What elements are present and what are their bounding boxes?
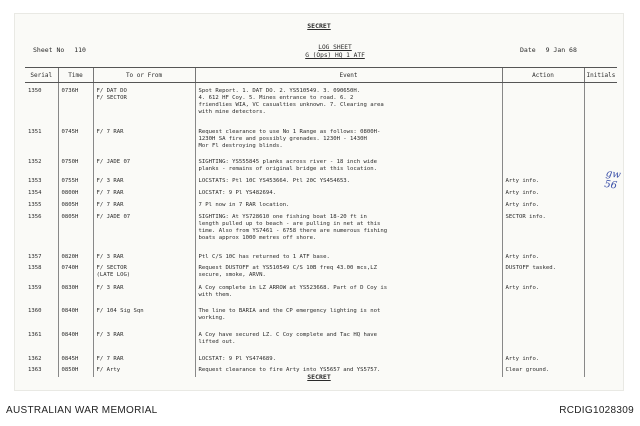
initials-cell [584, 263, 617, 283]
serial-cell: 1360 [28, 307, 42, 314]
initials-cell [584, 124, 617, 154]
action-cell: Clear ground. [502, 365, 584, 377]
serial-cell: 1363 [28, 366, 42, 373]
initials-cell [584, 327, 617, 351]
to-from-cell: F/ 3 RAR [93, 283, 195, 303]
log-entry-row [25, 212, 617, 249]
to-from-cell: F/ 3 RAR [93, 176, 195, 188]
action-cell: Arty info. [502, 176, 584, 188]
column-header-action: Action [502, 68, 584, 83]
log-table [25, 67, 617, 377]
to-from-cell: F/ 7 RAR [93, 200, 195, 212]
initials-cell [584, 200, 617, 212]
action-cell: DUSTOFF tasked. [502, 263, 584, 283]
security-classification-bottom: SECRET [307, 373, 331, 381]
handwritten-initials: gw 56 [603, 168, 622, 192]
initials-cell [584, 249, 617, 263]
security-classification-top: SECRET [307, 22, 331, 30]
time-cell: 0755H [58, 176, 93, 188]
sheet-number-label: Sheet No [33, 46, 65, 54]
event-cell: 7 Pl now in 7 RAR location. [195, 200, 502, 212]
event-cell: LOCSTAT: 9 Pl YS474689. [195, 351, 502, 365]
initials-cell [584, 303, 617, 327]
serial-cell: 1350 [28, 88, 42, 94]
time-cell: 0736H [58, 83, 93, 124]
serial-cell: 1352 [28, 158, 42, 165]
time-cell: 0840H [58, 327, 93, 351]
action-cell: Arty info. [502, 249, 584, 263]
log-entry-row [25, 351, 617, 365]
event-cell: The line to BARIA and the CP emergency lighting is not working. [195, 303, 502, 327]
time-cell: 0750H [58, 154, 93, 176]
to-from-cell: F/ 7 RAR [93, 124, 195, 154]
action-cell: Arty info. [502, 200, 584, 212]
column-header-time: Time [58, 68, 93, 83]
event-cell: Request DUSTOFF at YS510549 C/S 10B freq 43.00 mcs,LZ secure, smoke, ARVN. [195, 263, 502, 283]
log-entry-row [25, 283, 617, 303]
sheet-number [33, 46, 86, 54]
action-cell: Arty info. [502, 188, 584, 200]
event-cell: LOCSTATS: Ptl 10C YS453664. Ptl 20C YS454653. [195, 176, 502, 188]
event-cell: Request clearance to use No 1 Range as follows: 0800H- 1230H SA fire and possibly grenades. 1230H - 1430H Mor Fl destroying blinds. [195, 124, 502, 154]
to-from-cell: F/ JADE 07 [93, 212, 195, 249]
log-sheet-page [15, 14, 623, 390]
serial-cell: 1356 [28, 213, 42, 220]
event-cell: Request clearance to fire Arty into YS5657 and YS5757. [195, 365, 502, 377]
log-table-header [25, 68, 617, 83]
action-cell [502, 83, 584, 124]
log-entry-row [25, 263, 617, 283]
serial-cell: 1359 [28, 284, 42, 291]
event-cell: SIGHTING: At YS728610 one fishing boat 18-20 ft in length pulled up to beach - are pulling in net at this time. Also from YS7461 - 6758 there are numerous fishing boats approx 1000 metres off shore. [195, 212, 502, 249]
action-cell: SECTOR info. [502, 212, 584, 249]
event-cell: Ptl C/S 10C has returned to 1 ATF base. [195, 249, 502, 263]
to-from-cell: F/ Arty [93, 365, 195, 377]
log-entry-row [25, 249, 617, 263]
column-header-to-or-from: To or From [93, 68, 195, 83]
log-entry-row [25, 154, 617, 176]
event-cell: A Coy have secured LZ. C Coy complete and Tac HQ have lifted out. [195, 327, 502, 351]
log-entry-row [25, 200, 617, 212]
to-from-cell: F/ DAT DO F/ SECTOR [93, 83, 195, 124]
time-cell: 0805H [58, 200, 93, 212]
time-cell: 0800H [58, 188, 93, 200]
log-entry-row [25, 124, 617, 154]
log-entry-row [25, 83, 617, 124]
initials-cell [584, 351, 617, 365]
action-cell [502, 327, 584, 351]
record-identifier: RCDIG1028309 [559, 405, 634, 416]
column-header-serial: Serial [25, 68, 58, 83]
event-cell: A Coy complete in LZ ARROW at YS523668. Part of D Coy is with them. [195, 283, 502, 303]
column-header-initials: Initials [584, 68, 617, 83]
action-cell: Arty info. [502, 351, 584, 365]
serial-cell: 1357 [28, 253, 42, 260]
to-from-cell: F/ SECTOR (LATE LOG) [93, 263, 195, 283]
log-title-line: LOG SHEET [318, 44, 352, 51]
action-cell: Arty info. [502, 283, 584, 303]
date-value: 9 Jan 68 [545, 46, 577, 54]
action-cell [502, 154, 584, 176]
log-entry-row [25, 176, 617, 188]
action-cell [502, 124, 584, 154]
time-cell: 0805H [58, 212, 93, 249]
sheet-number-value: 110 [74, 46, 86, 54]
to-from-cell: F/ 3 RAR [93, 249, 195, 263]
time-cell: 0820H [58, 249, 93, 263]
event-cell: SIGHTING: YS555845 planks across river - 18 inch wide planks - remains of original bridge at this location. [195, 154, 502, 176]
column-header-event: Event [195, 68, 502, 83]
event-cell: LOCSTAT: 9 Pl YS482694. [195, 188, 502, 200]
archive-credit: AUSTRALIAN WAR MEMORIAL [6, 405, 158, 416]
time-cell: 0845H [58, 351, 93, 365]
time-cell: 0745H [58, 124, 93, 154]
log-date [520, 46, 577, 54]
action-cell [502, 303, 584, 327]
log-entry-row [25, 327, 617, 351]
time-cell: 0830H [58, 283, 93, 303]
serial-cell: 1354 [28, 189, 42, 196]
to-from-cell: F/ 104 Sig Sqn [93, 303, 195, 327]
event-cell: Spot Report. 1. DAT DO. 2. YS510549. 3. 090650H. 4. 612 HF Coy. 5. Mines entrance to road. 6. 2 friendlies WIA, VC casualties unknown. 7. Clearing area with mine detectors. [195, 83, 502, 124]
to-from-cell: F/ 3 RAR [93, 327, 195, 351]
initials-cell [584, 212, 617, 249]
log-entry-row [25, 303, 617, 327]
log-sheet-title [215, 44, 455, 60]
time-cell: 0740H [58, 263, 93, 283]
initials-cell [584, 83, 617, 124]
to-from-cell: F/ 7 RAR [93, 188, 195, 200]
initials-cell [584, 283, 617, 303]
time-cell: 0840H [58, 303, 93, 327]
to-from-cell: F/ JADE 07 [93, 154, 195, 176]
serial-cell: 1351 [28, 128, 42, 135]
serial-cell: 1358 [28, 264, 42, 271]
time-cell: 0850H [58, 365, 93, 377]
to-from-cell: F/ 7 RAR [93, 351, 195, 365]
serial-cell: 1353 [28, 177, 42, 184]
date-label: Date [520, 46, 536, 54]
serial-cell: 1361 [28, 331, 42, 338]
serial-cell: 1362 [28, 355, 42, 362]
log-subtitle-line: G (Ops) HQ 1 ATF [305, 52, 365, 59]
log-entry-row [25, 188, 617, 200]
serial-cell: 1355 [28, 201, 42, 208]
